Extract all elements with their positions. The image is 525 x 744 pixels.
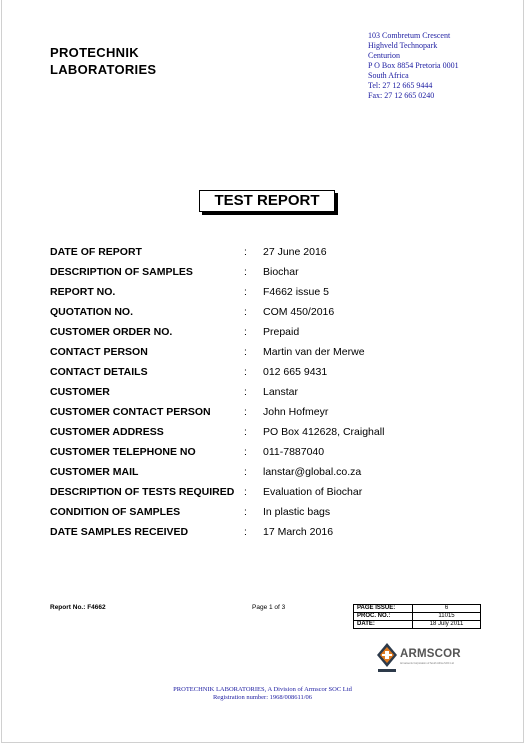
address-line: Centurion xyxy=(368,51,400,60)
detail-value: John Hofmeyr xyxy=(263,406,329,418)
armscor-logo xyxy=(376,642,472,676)
registration-line: Registration number: 1968/008611/06 xyxy=(212,694,313,701)
detail-colon: : xyxy=(244,246,247,258)
detail-value: Lanstar xyxy=(263,386,299,398)
detail-row xyxy=(50,523,490,543)
detail-label: REPORT NO. xyxy=(50,286,116,298)
document-control-table xyxy=(353,604,481,629)
company-name-line2: LABORATORIES xyxy=(50,62,157,77)
report-title: TEST REPORT xyxy=(199,190,335,212)
footer-page-number: Page 1 of 3 xyxy=(252,604,286,611)
company-registration-note xyxy=(0,686,525,702)
company-name xyxy=(50,44,156,78)
detail-colon: : xyxy=(244,346,247,358)
detail-value: 27 June 2016 xyxy=(263,246,327,258)
table-cell-label: PAGE ISSUE: xyxy=(354,605,413,613)
detail-colon: : xyxy=(244,526,247,538)
table-cell-value: 6 xyxy=(413,605,481,613)
detail-label: CUSTOMER xyxy=(50,386,110,398)
detail-value: 012 665 9431 xyxy=(263,366,328,378)
company-name-line1: PROTECHNIK xyxy=(50,45,139,60)
detail-colon: : xyxy=(244,446,247,458)
detail-value: 011-7887040 xyxy=(263,446,325,458)
detail-row xyxy=(50,283,490,303)
detail-label: CUSTOMER ADDRESS xyxy=(50,426,164,438)
detail-value: COM 450/2016 xyxy=(263,306,335,318)
detail-colon: : xyxy=(244,506,247,518)
armscor-logo-text: ARMSCOR xyxy=(400,648,461,660)
detail-value: Martin van der Merwe xyxy=(263,346,365,358)
detail-label: CONTACT DETAILS xyxy=(50,366,148,378)
detail-label: CUSTOMER MAIL xyxy=(50,466,139,478)
report-details xyxy=(50,243,490,543)
detail-label: DATE SAMPLES RECEIVED xyxy=(50,526,189,538)
detail-colon: : xyxy=(244,466,247,478)
detail-value: PO Box 412628, Craighall xyxy=(263,426,385,438)
detail-value: lanstar@global.co.za xyxy=(263,466,362,478)
table-cell-label: PROC. NO.: xyxy=(354,613,413,621)
detail-row xyxy=(50,243,490,263)
detail-colon: : xyxy=(244,366,247,378)
address-line: South Africa xyxy=(368,71,409,80)
detail-label: DESCRIPTION OF SAMPLES xyxy=(50,266,193,278)
company-address xyxy=(368,31,459,101)
detail-label: QUOTATION NO. xyxy=(50,306,134,318)
detail-row xyxy=(50,483,490,503)
table-row xyxy=(354,613,481,621)
detail-row xyxy=(50,343,490,363)
detail-row xyxy=(50,363,490,383)
detail-colon: : xyxy=(244,426,247,438)
detail-label: CUSTOMER CONTACT PERSON xyxy=(50,406,211,418)
detail-colon: : xyxy=(244,406,247,418)
detail-colon: : xyxy=(244,286,247,298)
detail-value: Evaluation of Biochar xyxy=(263,486,363,498)
detail-row xyxy=(50,303,490,323)
table-row xyxy=(354,621,481,629)
address-line: 103 Combretum Crescent xyxy=(368,31,451,40)
address-line: P O Box 8854 Pretoria 0001 xyxy=(368,61,459,70)
detail-colon: : xyxy=(244,486,247,498)
detail-value: In plastic bags xyxy=(263,506,331,518)
detail-label: DATE OF REPORT xyxy=(50,246,142,258)
footer-report-number: Report No.: F4662 xyxy=(50,604,106,611)
detail-row xyxy=(50,383,490,403)
armscor-logo-subtext: Armaments Corporation of South Africa SOC Ltd xyxy=(400,662,454,665)
table-cell-label: DATE: xyxy=(354,621,413,629)
detail-row xyxy=(50,443,490,463)
detail-row xyxy=(50,423,490,443)
detail-label: CUSTOMER ORDER NO. xyxy=(50,326,173,338)
table-cell-value: 18 July 2011 xyxy=(413,621,481,629)
detail-colon: : xyxy=(244,266,247,278)
detail-value: F4662 issue 5 xyxy=(263,286,329,298)
detail-colon: : xyxy=(244,326,247,338)
detail-label: CONTACT PERSON xyxy=(50,346,148,358)
detail-colon: : xyxy=(244,306,247,318)
detail-value: 17 March 2016 xyxy=(263,526,334,538)
detail-row xyxy=(50,463,490,483)
detail-row xyxy=(50,323,490,343)
detail-label: CONDITION OF SAMPLES xyxy=(50,506,181,518)
detail-label: DESCRIPTION OF TESTS REQUIRED xyxy=(50,486,235,498)
address-line: Tel: 27 12 665 9444 xyxy=(368,81,433,90)
detail-value: Biochar xyxy=(263,266,299,278)
table-row xyxy=(354,605,481,613)
detail-label: CUSTOMER TELEPHONE NO xyxy=(50,446,196,458)
armscor-emblem-icon xyxy=(376,642,398,676)
address-line: Fax: 27 12 665 0240 xyxy=(368,91,435,100)
table-cell-value: 11015 xyxy=(413,613,481,621)
detail-row xyxy=(50,403,490,423)
address-line: Highveld Technopark xyxy=(368,41,438,50)
detail-colon: : xyxy=(244,386,247,398)
registration-line: PROTECHNIK LABORATORIES, A Division of Armscor SOC Ltd xyxy=(173,686,352,693)
detail-value: Prepaid xyxy=(263,326,300,338)
detail-row xyxy=(50,263,490,283)
detail-row xyxy=(50,503,490,523)
